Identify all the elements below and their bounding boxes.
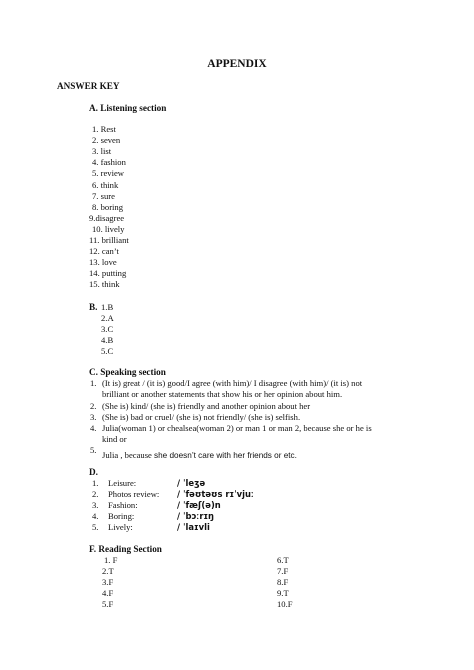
listening-answer-item: 6. think — [92, 179, 119, 190]
listening-answer-item: 9.disagree — [89, 212, 125, 223]
vocabulary-word: Boring: — [108, 511, 135, 521]
speaking-item-5-part-1: Julia , because — [102, 450, 155, 460]
speaking-item-3-number: 3. — [90, 412, 97, 422]
answer-key-heading: ANSWER KEY — [57, 81, 120, 91]
vocabulary-pronunciation: / ˈleʒə — [177, 478, 206, 488]
section-b-first-answer: 1.B — [101, 302, 114, 312]
listening-answer-item: 11. brilliant — [89, 235, 129, 245]
vocabulary-item-number: 4. — [92, 511, 99, 521]
section-b-answer-item: 3.C — [101, 324, 114, 334]
section-d-label: D. — [89, 467, 98, 477]
speaking-item-5-number: 5. — [90, 445, 97, 455]
reading-answer-item: 5.F — [102, 599, 114, 609]
vocabulary-item-number: 3. — [92, 500, 99, 510]
speaking-item-4-line-2: kind or — [102, 434, 127, 444]
listening-answer-item: 14. putting — [89, 268, 127, 279]
vocabulary-pronunciation: / ˈlaɪvli — [177, 522, 210, 532]
vocabulary-item-number: 1. — [92, 478, 99, 488]
reading-answer-item: 2.T — [102, 566, 114, 576]
speaking-item-1-number: 1. — [90, 378, 97, 388]
listening-answer-item: 8. boring — [92, 201, 124, 212]
vocabulary-word: Photos review: — [108, 489, 160, 499]
page-title: APPENDIX — [207, 58, 267, 70]
vocabulary-pronunciation: / ˈfəʊtəʊs rɪˈvjuː — [177, 489, 254, 499]
reading-answer-item: 10.F — [277, 599, 293, 609]
speaking-heading: C. Speaking section — [89, 367, 166, 377]
listening-answer-item: 10. lively — [92, 223, 125, 234]
section-b-answer-item: 2.A — [101, 313, 114, 323]
listening-answer-item: 12. can’t — [89, 246, 119, 257]
speaking-item-4-line-1: Julia(woman 1) or chealsea(woman 2) or man 1 or man 2, because she or he is — [102, 423, 372, 433]
section-b-answer-item: 5.C — [101, 346, 114, 356]
vocabulary-pronunciation: / ˈbɔːrɪŋ — [177, 511, 214, 521]
listening-answer-item: 13. love — [89, 257, 117, 268]
speaking-item-1-line-2: brilliant or another statements that show his or her opinion about him. — [102, 389, 343, 399]
section-b-label: B. — [89, 302, 98, 312]
listening-answer-item: 5. review — [92, 168, 124, 179]
listening-answer-item: 7. sure — [92, 190, 115, 201]
speaking-item-5-part-2: she doesn’t care with her friends or etc. — [154, 451, 297, 460]
listening-answer-item: 3. list — [92, 146, 112, 157]
speaking-item-5-text — [102, 446, 297, 462]
reading-answer-item: 1. F — [104, 555, 118, 565]
reading-heading: F. Reading Section — [89, 544, 162, 554]
vocabulary-item-number: 5. — [92, 522, 99, 532]
speaking-item-3-text: (She is) bad or cruel/ (she is) not friendly/ (she is) selfish. — [102, 412, 301, 422]
vocabulary-pronunciation: / ˈfæʃ(ə)n — [177, 500, 221, 510]
listening-answer-item: 15. think — [89, 279, 120, 290]
reading-answer-item: 3.F — [102, 577, 114, 587]
reading-answer-item: 9.T — [277, 588, 289, 598]
vocabulary-word: Lively: — [108, 522, 133, 532]
reading-answer-item: 8.F — [277, 577, 289, 587]
vocabulary-word: Fashion: — [108, 500, 138, 510]
reading-answer-item: 7.F — [277, 566, 289, 576]
reading-answer-item: 6.T — [277, 555, 289, 565]
listening-answer-item: 2. seven — [92, 135, 121, 146]
listening-heading: A. Listening section — [89, 103, 167, 113]
vocabulary-word: Leisure: — [108, 478, 137, 488]
speaking-item-2-number: 2. — [90, 401, 97, 411]
speaking-item-1-line-1: (It is) great / (it is) good/I agree (with him)/ I disagree (with him)/ (it is) not — [102, 378, 363, 388]
listening-answer-item: 4. fashion — [92, 157, 126, 168]
speaking-item-2-text: (She is) kind/ (she is) friendly and another opinion about her — [102, 401, 311, 411]
listening-answer-item: 1. Rest — [92, 124, 116, 134]
section-b-answer-item: 4.B — [101, 335, 114, 345]
speaking-item-4-number: 4. — [90, 423, 97, 433]
vocabulary-item-number: 2. — [92, 489, 99, 499]
reading-answer-item: 4.F — [102, 588, 114, 598]
